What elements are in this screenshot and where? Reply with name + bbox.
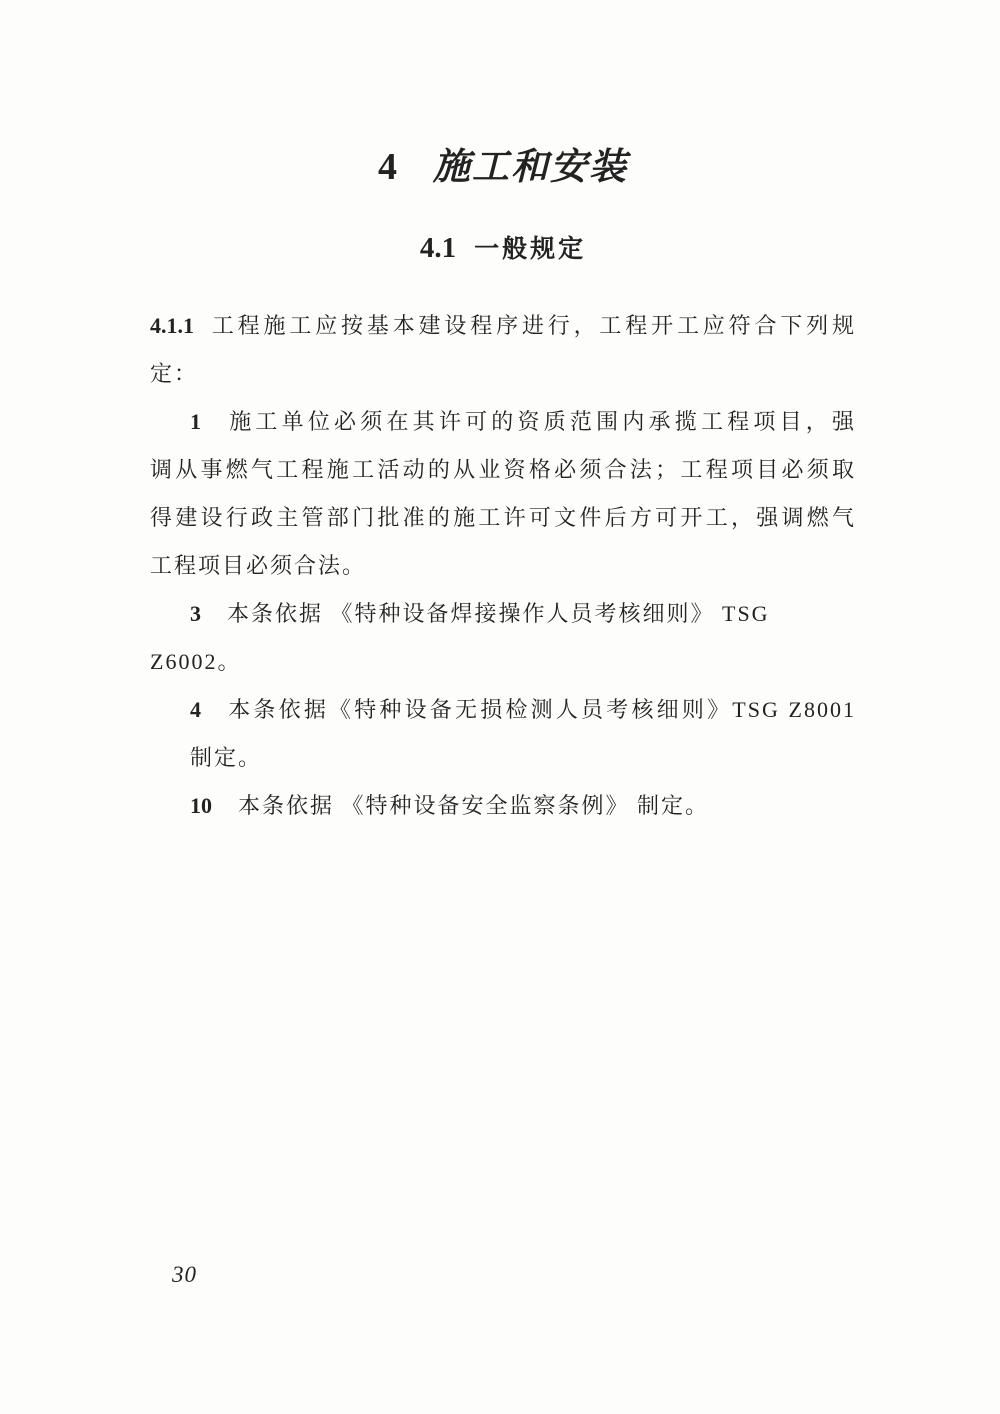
page-number: 30	[172, 1262, 197, 1287]
item-text: 调从事燃气工程施工活动的从业资格必须合法；工程项目必须取	[150, 457, 856, 482]
item-text: 制定。	[190, 745, 263, 770]
item-4-line-2	[150, 734, 856, 782]
item-1-line-2	[150, 446, 856, 494]
clause-text: 工程施工应按基本建设程序进行，工程开工应符合下列规	[210, 313, 856, 338]
item-text: 本条依据《特种设备无损检测人员考核细则》TSG Z8001	[227, 697, 856, 722]
clause-body	[150, 302, 856, 830]
item-number: 3	[190, 601, 201, 626]
item-number: 4	[190, 697, 201, 722]
section-heading	[150, 229, 856, 265]
item-3-line-2	[150, 638, 856, 686]
clause-4-1-1-line-1	[150, 302, 856, 350]
item-number: 10	[190, 793, 212, 818]
item-1-line-3	[150, 494, 856, 542]
item-1-line-4	[150, 542, 856, 590]
item-number: 1	[190, 409, 201, 434]
item-3-line-1	[150, 590, 856, 638]
item-text: 施工单位必须在其许可的资质范围内承揽工程项目，强	[227, 409, 856, 434]
chapter-heading	[150, 136, 856, 190]
item-text: 工程项目必须合法。	[150, 553, 367, 578]
section-title: 一般规定	[474, 235, 587, 263]
clause-number: 4.1.1	[150, 313, 194, 338]
chapter-number: 4	[378, 146, 397, 188]
item-1-line-1	[150, 398, 856, 446]
section-number: 4.1	[419, 232, 457, 264]
item-4-line-1	[150, 686, 856, 734]
item-text: 本条依据 《特种设备焊接操作人员考核细则》 TSG	[227, 601, 770, 626]
item-text: 得建设行政主管部门批准的施工许可文件后方可开工，强调燃气	[150, 505, 856, 530]
item-text: Z6002。	[150, 649, 242, 674]
clause-text: 定：	[150, 361, 199, 386]
clause-4-1-1-line-2	[150, 350, 856, 398]
item-text: 本条依据 《特种设备安全监察条例》 制定。	[238, 793, 710, 818]
item-10-line-1	[150, 782, 856, 830]
chapter-title: 施工和安装	[433, 147, 628, 188]
